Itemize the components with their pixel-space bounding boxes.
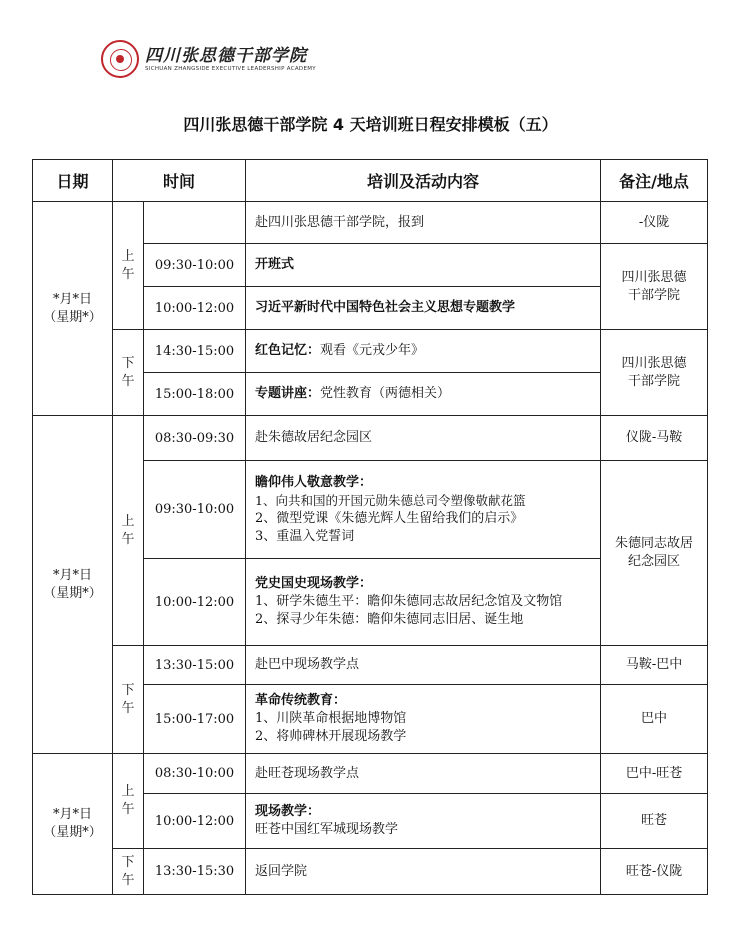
note-cell: -仪陇 — [601, 202, 708, 244]
content-cell: 赴巴中现场教学点 — [246, 646, 601, 685]
day-1-morning: 上午 — [113, 202, 144, 330]
header-time: 时间 — [113, 160, 246, 202]
document-title: 四川张思德干部学院 4 天培训班日程安排模板（五） — [183, 115, 558, 134]
header-content: 培训及活动内容 — [246, 160, 601, 202]
content-cell: 赴朱德故居纪念园区 — [246, 416, 601, 461]
day-1-date: *月*日 （星期*） — [33, 202, 113, 416]
logo-name-en: SICHUAN ZHANGSIDE EXECUTIVE LEADERSHIP ACADEMY — [145, 66, 316, 72]
table-row — [33, 330, 708, 373]
note-cell: 旺苍-仪陇 — [601, 849, 708, 895]
time-cell: 10:00-12:00 — [144, 794, 246, 849]
header-date: 日期 — [33, 160, 113, 202]
content-cell: 专题讲座：党性教育（两德相关） — [246, 373, 601, 416]
content-cell: 开班式 — [246, 244, 601, 287]
content-cell: 赴四川张思德干部学院，报到 — [246, 202, 601, 244]
table-row — [33, 849, 708, 895]
time-cell — [144, 202, 246, 244]
day-1-afternoon: 下午 — [113, 330, 144, 416]
content-cell: 瞻仰伟人敬意教学： 1、向共和国的开国元勋朱德总司令塑像敬献花篮 2、微型党课《朱德光辉人生留给我们的启示》 3、重温入党誓词 — [246, 461, 601, 559]
note-cell: 朱德同志故居纪念园区 — [601, 461, 708, 646]
content-cell: 革命传统教育： 1、川陕革命根据地博物馆 2、将帅碑林开展现场教学 — [246, 685, 601, 754]
day-2-afternoon: 下午 — [113, 646, 144, 754]
time-cell: 14:30-15:00 — [144, 330, 246, 373]
note-cell: 巴中 — [601, 685, 708, 754]
table-row — [33, 754, 708, 794]
day-3-date: *月*日 （星期*） — [33, 754, 113, 895]
day-2-morning: 上午 — [113, 416, 144, 646]
time-cell: 08:30-09:30 — [144, 416, 246, 461]
schedule-table — [32, 159, 708, 895]
content-cell: 现场教学： 旺苍中国红军城现场教学 — [246, 794, 601, 849]
time-cell: 15:00-18:00 — [144, 373, 246, 416]
academy-seal-icon — [101, 40, 139, 78]
note-cell: 四川张思德干部学院 — [601, 330, 708, 416]
content-cell: 党史国史现场教学： 1、研学朱德生平：瞻仰朱德同志故居纪念馆及文物馆 2、探寻少年朱德：瞻仰朱德同志旧居、诞生地 — [246, 559, 601, 646]
table-row — [33, 202, 708, 244]
table-header-row — [33, 160, 708, 202]
content-cell: 红色记忆：观看《元戎少年》 — [246, 330, 601, 373]
time-cell: 09:30-10:00 — [144, 461, 246, 559]
time-cell: 13:30-15:30 — [144, 849, 246, 895]
time-cell: 09:30-10:00 — [144, 244, 246, 287]
content-cell: 习近平新时代中国特色社会主义思想专题教学 — [246, 287, 601, 330]
note-cell: 四川张思德干部学院 — [601, 244, 708, 330]
time-cell: 13:30-15:00 — [144, 646, 246, 685]
logo-name-cn: 四川张思德干部学院 — [145, 46, 307, 66]
day-3-morning: 上午 — [113, 754, 144, 849]
academy-logo — [101, 40, 316, 78]
note-cell: 旺苍 — [601, 794, 708, 849]
content-cell: 返回学院 — [246, 849, 601, 895]
time-cell: 08:30-10:00 — [144, 754, 246, 794]
content-cell: 赴旺苍现场教学点 — [246, 754, 601, 794]
table-row — [33, 416, 708, 461]
table-row — [33, 646, 708, 685]
day-3-afternoon: 下午 — [113, 849, 144, 895]
time-cell: 15:00-17:00 — [144, 685, 246, 754]
note-cell: 巴中-旺苍 — [601, 754, 708, 794]
time-cell: 10:00-12:00 — [144, 287, 246, 330]
day-2-date: *月*日 （星期*） — [33, 416, 113, 754]
time-cell: 10:00-12:00 — [144, 559, 246, 646]
note-cell: 仪陇-马鞍 — [601, 416, 708, 461]
note-cell: 马鞍-巴中 — [601, 646, 708, 685]
header-note: 备注/地点 — [601, 160, 708, 202]
